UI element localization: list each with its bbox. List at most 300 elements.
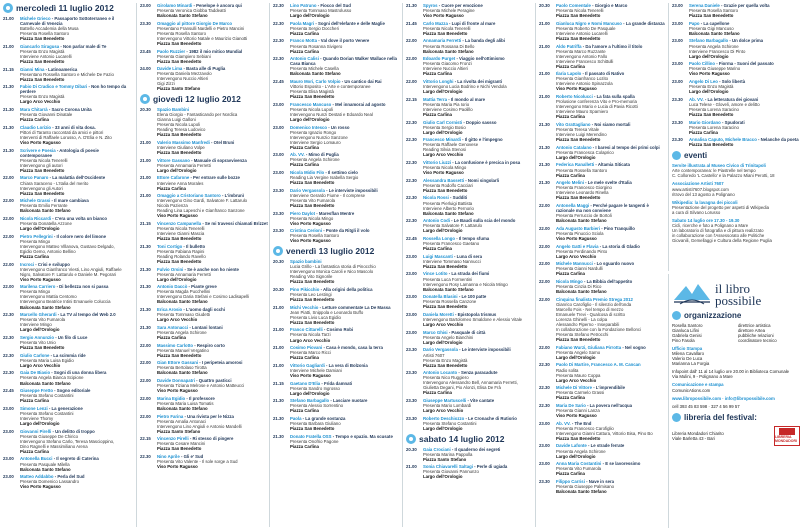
event-detail: Prolusione conferenza Vito e Pro-memoria (556, 99, 637, 105)
event-detail: Intervengono Alessandro Bell, Annamaria Ferretti, (423, 380, 518, 386)
event-subtitle: - Perché pagare le tangenti è razionale ma non conviene (556, 202, 649, 214)
column-4 (402, 3, 536, 527)
event-detail: Presenta Pasquale Milella (20, 461, 70, 467)
event-venue: Viso Porto Ragusso (157, 213, 198, 219)
event-time: 22.00 (3, 261, 14, 267)
event-venue: Piazza San Benedetto (556, 435, 601, 441)
event-body (290, 79, 401, 99)
event-body (290, 305, 401, 325)
calendar-dot-icon (3, 3, 13, 13)
event-body (423, 347, 534, 367)
event-entry (3, 125, 131, 145)
bullet-icon (672, 311, 681, 320)
sidebar (668, 274, 800, 528)
event-title: Spyros (423, 3, 438, 8)
event-venue: Piazza San Benedetto (157, 446, 202, 452)
event-title: Michi Vecchio (290, 304, 319, 310)
event-title: Nicola Riccardi (20, 215, 52, 221)
event-time: 22.45 (273, 78, 284, 84)
event-venue: Piazza Carlina (556, 172, 585, 178)
event-title-line (556, 203, 667, 213)
event-title: Papo (689, 20, 700, 26)
event-detail: Presenta Rosella Santoro (157, 30, 206, 36)
event-subtitle: - 33 anni di vita dosa. (52, 124, 96, 130)
event-body (423, 464, 534, 479)
event-body (157, 360, 268, 375)
event-time: 22.30 (406, 119, 417, 125)
event-subtitle: - Solo libertà (719, 78, 746, 84)
event-venue: Largo dell'Orologio (423, 129, 463, 135)
event-subtitle: - Lupi di fronte al mare (449, 20, 496, 26)
event-time: 21.00 (3, 16, 14, 21)
event-entry (273, 259, 401, 284)
event-title: Antonio Catalano (556, 144, 592, 150)
event-entry (273, 287, 401, 302)
event-time: 21.30 (539, 121, 550, 127)
event-detail: Interviene Thomy (20, 415, 54, 421)
event-entry (273, 416, 401, 431)
event-time: 21.15 (273, 380, 284, 386)
event-title: Giulio Carlone (20, 352, 50, 358)
column-2 (136, 3, 270, 527)
event-subtitle: - Letture commentate La De Massa (319, 304, 391, 310)
event-subtitle: - L'uomo dagli occhi (183, 307, 225, 313)
event-detail: Intervengono Vittorio Natale e Maurizio Gianotti (157, 35, 248, 41)
event-subtitle: - Un filo di Luce (55, 334, 88, 340)
event-subtitle: - Le mele svelte d'Italia (585, 180, 632, 186)
event-title: Gaetano D'Elia (290, 380, 321, 386)
event-subtitle: - Spudorati (721, 119, 745, 125)
event-entry (3, 107, 131, 122)
event-time: 21.00 (273, 345, 284, 351)
event-title: Marilena Carriero (20, 284, 56, 290)
event-detail: Presenta Nicola Mingo (290, 215, 334, 221)
event-detail: Presenta Enzo Magistà (423, 357, 468, 363)
event-time: 20.30 (539, 3, 550, 8)
event-detail: Presenta Livio Luca Egidio (290, 314, 341, 320)
event-entry (672, 79, 800, 94)
event-detail: Presenta Bertolaso Tirotta (157, 365, 207, 371)
event-title: Lino Patruno (290, 3, 317, 8)
org-name: Pino Fasola (672, 338, 695, 344)
event-venue: Piazza San Benedetto (290, 202, 335, 208)
event-title: Francesco Minardi (423, 137, 461, 143)
event-body (423, 398, 534, 413)
event-detail: Presenta Stefano Costantini (20, 410, 74, 416)
event-subtitle: - Cosimo Robi (323, 327, 354, 333)
event-time: 23.00 (539, 420, 550, 426)
event-entry (3, 216, 131, 231)
event-time: 23.00 (3, 405, 14, 411)
event-venue: Largo dell'Orologio (20, 226, 60, 232)
event-subtitle: - Lasciare nuotare (330, 398, 368, 404)
event-time: 20.30 (273, 259, 284, 265)
event-time: 21.00 (140, 157, 151, 163)
event-venue: Piazza San Benedetto (157, 58, 202, 64)
event-title: Pietro Farina (157, 413, 184, 419)
event-body (423, 195, 534, 215)
event-time: 21.30 (273, 398, 284, 404)
event-entry (3, 67, 131, 82)
event-detail: Presenta Ferdinando Pinto (556, 248, 608, 254)
event-time: 23.30 (672, 96, 683, 102)
event-detail: Presenta Ferruccio de Bortoli (556, 213, 612, 219)
event-title: Fulvio Orsini (157, 266, 184, 272)
event-body (157, 140, 268, 155)
org-role: direttore Artea (738, 328, 765, 334)
event-detail: Presenta Raffaele Genovese (423, 142, 479, 148)
event-subtitle: - Basta alle di Puglia (183, 66, 226, 72)
event-entry (3, 284, 131, 309)
event-detail: Presenta Angelo Sarno (556, 349, 601, 355)
event-time: 21.15 (140, 221, 151, 227)
event-title: Anna Maria Costantini (556, 461, 602, 467)
event-title: Ab. VV. (556, 420, 571, 426)
event-title: Michele Grassi (20, 198, 51, 204)
event-entry (3, 44, 131, 64)
event-detail: Intervengono Lucia Bodrino e Nichi Vendola (423, 84, 507, 90)
event-title: Roberto Nicolucci (556, 94, 593, 100)
event-body (423, 160, 534, 175)
event-subtitle: - Manuale di sopravvivenza (191, 157, 247, 163)
event-entry (273, 345, 401, 360)
event-venue: Piazza Carlina (157, 334, 186, 340)
event-body (423, 38, 534, 53)
event-title: Sergio Annunzio (20, 334, 54, 340)
event-entry (140, 360, 268, 375)
event-entry (140, 307, 268, 322)
event-time: 22.00 (406, 78, 417, 84)
event-subtitle: - Se mi travessi chiamati Brizzet (202, 221, 268, 227)
event-time: 22.30 (273, 38, 284, 44)
event-detail: Presenta Luca Formentini (423, 276, 473, 282)
org-role: pubbliche relazioni (738, 333, 774, 339)
event-entry (273, 381, 401, 396)
event-detail: Interviene Antonio Lucarelli (556, 30, 608, 36)
event-time: 22.00 (539, 296, 550, 302)
event-venue: Viso Porto Ragusso (157, 464, 198, 470)
calendar-dot-icon (672, 151, 681, 160)
event-time: 22.30 (3, 334, 14, 340)
event-body (290, 211, 401, 226)
logo-line-2: possibile (715, 293, 762, 308)
event-body (556, 71, 667, 91)
event-title: Vince Lotito (423, 271, 448, 277)
event-entry (273, 125, 401, 150)
event-body (689, 137, 800, 147)
event-title: Vincenzo Pirelli (157, 436, 189, 442)
event-detail: Presenta Gianni Nardulli (556, 266, 603, 272)
event-detail: Presenta Rosanna Sivigero (290, 43, 343, 49)
event-subtitle: - Alla origini della politica (320, 286, 373, 292)
event-time: 21.00 (140, 140, 151, 145)
column-3 (269, 3, 403, 527)
event-title: Nino Aprile (157, 454, 180, 460)
event-subtitle: - Viaggio nell'ottimismo (456, 56, 505, 62)
event-venue: Piazza San Benedetto (290, 279, 335, 285)
event-entry (273, 305, 401, 325)
event-entry (539, 203, 667, 223)
event-entry (406, 271, 534, 291)
event-entry (406, 21, 534, 36)
event-body (556, 94, 667, 119)
event-subtitle: - Altamia Siticata (595, 162, 630, 168)
event-venue: Piazza San Benedetto (689, 142, 734, 148)
info-line: ritrovo del 13 agosto a Polignano (672, 191, 735, 197)
event-title: Pino Pikicchio (290, 286, 320, 292)
event-body (157, 193, 268, 218)
event-detail: Intervengono Nunzio Sanzone (290, 134, 348, 140)
event-time: 22.15 (406, 96, 417, 102)
event-subtitle: - Otel Bruni (210, 140, 235, 145)
event-time: 21.00 (140, 193, 151, 199)
event-subtitle: - Il colore nero del limone (53, 233, 106, 239)
event-body (556, 122, 667, 142)
event-title: Vito Grattagliano (556, 121, 591, 127)
event-time: 22.30 (539, 385, 550, 391)
event-title: Giulio Carl Cornisti (423, 119, 463, 125)
event-time: 23.00 (273, 152, 284, 158)
event-venue: Largo Arco Vecchio (290, 337, 331, 343)
event-title: Vittorio Longhi (423, 78, 454, 84)
event-entry (273, 21, 401, 36)
org-role: coordinatore tecnico (738, 338, 777, 344)
event-title: Cristina Cerioni (290, 228, 322, 234)
event-body (157, 414, 268, 434)
event-detail: Egidio Gemo, Antonio Bellino (20, 248, 76, 254)
event-body (423, 56, 534, 76)
event-title: Gianluca Nigro e Nomi Mancuso (556, 20, 622, 26)
event-venue: Balconata Santo Stefano (20, 304, 71, 310)
event-subtitle: - La fata sulla spalla (593, 94, 635, 100)
event-time: 22.30 (3, 352, 14, 358)
event-title-line (290, 56, 401, 66)
event-title: Antonella Maggi (556, 202, 590, 208)
event-detail: Intervengono Lino Angiuli e Antonio Mandelli (157, 423, 242, 429)
event-entry (3, 312, 131, 332)
event-body (556, 162, 667, 177)
event-venue: Piazza San Benedetto (423, 362, 468, 368)
event-entry (406, 38, 534, 53)
event-entry (406, 370, 534, 395)
event-time: 20.30 (140, 107, 151, 113)
event-body (556, 3, 667, 18)
event-detail: Presenta Manuel Vergatino (157, 347, 209, 353)
event-title: Ab. VV. (689, 96, 704, 102)
section-title: organizzazione (684, 311, 742, 320)
event-time: 21.30 (140, 307, 151, 313)
column-1 (3, 3, 133, 527)
event-venue: Piazza Santo Stefano (423, 456, 467, 462)
event-venue: Piazza San Benedetto (20, 190, 65, 196)
event-entry (406, 120, 534, 135)
event-time: 21.30 (3, 84, 14, 90)
event-detail: Presenta Leo Lestingi (290, 291, 332, 297)
event-venue: Piazza San Benedetto (689, 13, 734, 19)
event-venue: Piazza Carlina (556, 271, 585, 277)
event-venue: Largo dell'Orologio (20, 421, 60, 427)
event-venue: Largo dell'Orologio (689, 53, 729, 59)
event-body (157, 175, 268, 190)
event-time: 23.45 (140, 48, 151, 54)
event-body (556, 362, 667, 382)
event-detail: Presenta Onofrio Pagone (290, 438, 339, 444)
event-subtitle: - Respiro corto (194, 342, 225, 348)
bookshop-info (672, 426, 800, 446)
event-time: 22.00 (406, 56, 417, 62)
event-subtitle: - La banda degli alibi (462, 38, 505, 44)
event-title: Donatella Blasini (423, 294, 458, 300)
event-detail: Reading Rolando Ravello (157, 253, 206, 259)
event-venue: Largo dell'Orologio (20, 327, 60, 333)
event-entry (539, 244, 667, 259)
event-title: Vincenzo Campanella (157, 221, 202, 227)
event-venue: Piazza San Benedetto (556, 195, 601, 201)
event-time: 22.30 (406, 160, 417, 166)
event-time: 21.00 (140, 175, 151, 181)
event-detail: Lucia Grillo - La fantastica storia di Pinocchio (290, 264, 376, 270)
event-entry (672, 61, 800, 76)
event-detail: Interviene Sergio Lomauro (290, 139, 341, 145)
event-detail: Interviene Alberto Pernorio (423, 205, 474, 211)
event-detail: Interviene Cosimo Paolillo (423, 106, 473, 112)
event-venue: Piazza San Benedetto (157, 150, 202, 156)
event-detail: Intervengono Gino Gardi, Salvatore F. Lattarulo (157, 198, 248, 204)
event-detail: Presenta Francesco Gaetano (423, 241, 480, 247)
event-detail: Presenta Vito Fumarola (20, 317, 66, 323)
event-venue: Piazza San Benedetto (290, 319, 335, 325)
event-detail: Presenta Angela Schirone (157, 329, 207, 335)
bullet-icon (672, 413, 681, 422)
bookshop-line: Viale Barletta 43 - Bari (672, 435, 715, 441)
event-entry (140, 140, 268, 155)
event-body (157, 378, 268, 393)
event-subtitle: - Il gitto e l'impegno (462, 137, 503, 143)
event-venue: Piazza Santo Stefano (157, 86, 201, 92)
event-subtitle: - Tempo e spazio. Ma scusate (332, 433, 393, 439)
event-body (423, 416, 534, 431)
event-venue: Piazza San Benedetto (423, 304, 468, 310)
website-link[interactable]: www.libropossibile.com · info@libropossibile.com (672, 395, 775, 401)
event-title: Angelo Gatti e Flavia (556, 243, 599, 249)
event-time: 21.30 (3, 147, 14, 153)
event-entry (140, 175, 268, 190)
event-subtitle: - Luna di sera (454, 253, 482, 259)
event-subtitle: - Pino Tranquillo (601, 225, 635, 231)
event-subtitle: - L'imprendibile (593, 385, 626, 391)
event-info (672, 181, 800, 196)
event-venue: Largo Arco Vecchio (556, 377, 597, 383)
event-detail: Intervengono Nunzi Destati e Edoardo Neal (290, 111, 373, 117)
event-time: 23.00 (273, 124, 284, 130)
event-entry (406, 178, 534, 193)
event-body (290, 345, 401, 360)
event-detail: Presenta Nicola Tarzi (290, 332, 331, 338)
day-header (406, 434, 534, 444)
event-title: Franco Cittarelli (290, 327, 323, 333)
event-detail: Presenta Gigi Mancuso (689, 25, 734, 31)
event-venue: Piazza San Benedetto (290, 94, 335, 100)
event-subtitle: - Non ho tempo da perdere (20, 84, 127, 95)
event-subtitle: - Le 100 patte (458, 294, 487, 300)
event-subtitle: - Pasquale di città (448, 329, 486, 335)
event-entry (406, 160, 534, 175)
event-body (423, 254, 534, 269)
event-detail: Presenta Rossella Santoro (556, 167, 608, 173)
event-entry (406, 3, 534, 18)
event-venue: Largo dell'Orologio (556, 354, 596, 360)
event-time: 21.30 (140, 284, 151, 290)
event-time: 23.00 (273, 170, 284, 176)
event-subtitle: - Doppio sassso (463, 119, 497, 125)
event-title: Michele Mannucci (556, 261, 593, 267)
event-entry (3, 388, 131, 403)
event-subtitle: - Perle di ugiada (474, 464, 508, 470)
event-venue: Piazza Carlina (556, 471, 585, 477)
event-detail: Gigi Zizzi (157, 81, 175, 87)
event-detail: Presenta Rosella Santoro (20, 31, 69, 37)
event-subtitle: - Il bulletto (183, 243, 206, 249)
event-time: 23.00 (672, 3, 683, 8)
info-line: in collaborazione con l'Assessorato alle Politiche (672, 232, 765, 238)
event-entry (3, 16, 131, 41)
event-detail: Presenta Giuseppe Palmisano (556, 484, 615, 489)
event-time: 22.00 (539, 243, 550, 249)
event-entry (140, 454, 268, 469)
event-venue: Largo dell'Orologio (290, 116, 330, 122)
event-subtitle: - I peripeteia amorosi (199, 360, 243, 366)
event-title: Ettore Cafarone (157, 175, 190, 181)
event-time: 23.00 (672, 78, 683, 84)
event-detail: Presenta Rosella Santoro (290, 233, 339, 239)
info-line: Arte contemporanea: le Piastrelle nel tempo (672, 168, 756, 174)
event-venue: Piazza San Benedetto (556, 35, 601, 41)
event-time: 22.00 (140, 378, 151, 384)
book-bird-icon (672, 280, 712, 306)
event-body (20, 312, 131, 332)
event-title: Michele Di Vittore (556, 385, 592, 391)
event-entry (672, 38, 800, 58)
event-time: 21.00 (539, 71, 550, 77)
event-venue: Piazza Carlina (290, 30, 319, 36)
event-detail: Presenta Marco Ricci (290, 350, 331, 356)
info-line: C. Colloredo 'L Castello' e la Palazzo Miani Perotti, 18 (672, 173, 775, 179)
event-subtitle: - La rivolta dei migranti (454, 78, 502, 84)
event-body (290, 381, 401, 396)
event-body (423, 447, 534, 462)
event-title: Michele Grieco (20, 16, 51, 21)
event-detail: Presenta Maria Pia Iorio (423, 101, 470, 107)
event-detail: Presenta Cinzia Di Rico (556, 284, 602, 290)
event-title: Franco Motta (290, 38, 317, 44)
event-subtitle: - Se è anche non ho niente (184, 266, 239, 272)
event-time: 21.00 (539, 94, 550, 100)
event-entry (273, 211, 401, 226)
event-time: 22.30 (406, 177, 417, 183)
event-title: Maria De Sario (556, 402, 586, 408)
event-detail: Reading Lina Lapeschi e Gianfranco Sanzone (157, 208, 245, 214)
event-time: 23.30 (406, 398, 417, 404)
org-name: Gianluca Lifini (672, 328, 699, 334)
event-detail: Presenta Carmelo Grassi (556, 390, 605, 396)
event-venue: Balconata Santo Stefano (157, 299, 208, 305)
event-entry (273, 3, 401, 18)
event-title: Annalisa Caputo, Michele Bracco (689, 137, 757, 143)
event-detail: Presenta Lorena Saracino (689, 124, 739, 130)
event-detail: Presenta Angela Schirone (556, 448, 606, 454)
event-title: Antonio Locanto (423, 370, 458, 376)
event-entry (273, 56, 401, 76)
